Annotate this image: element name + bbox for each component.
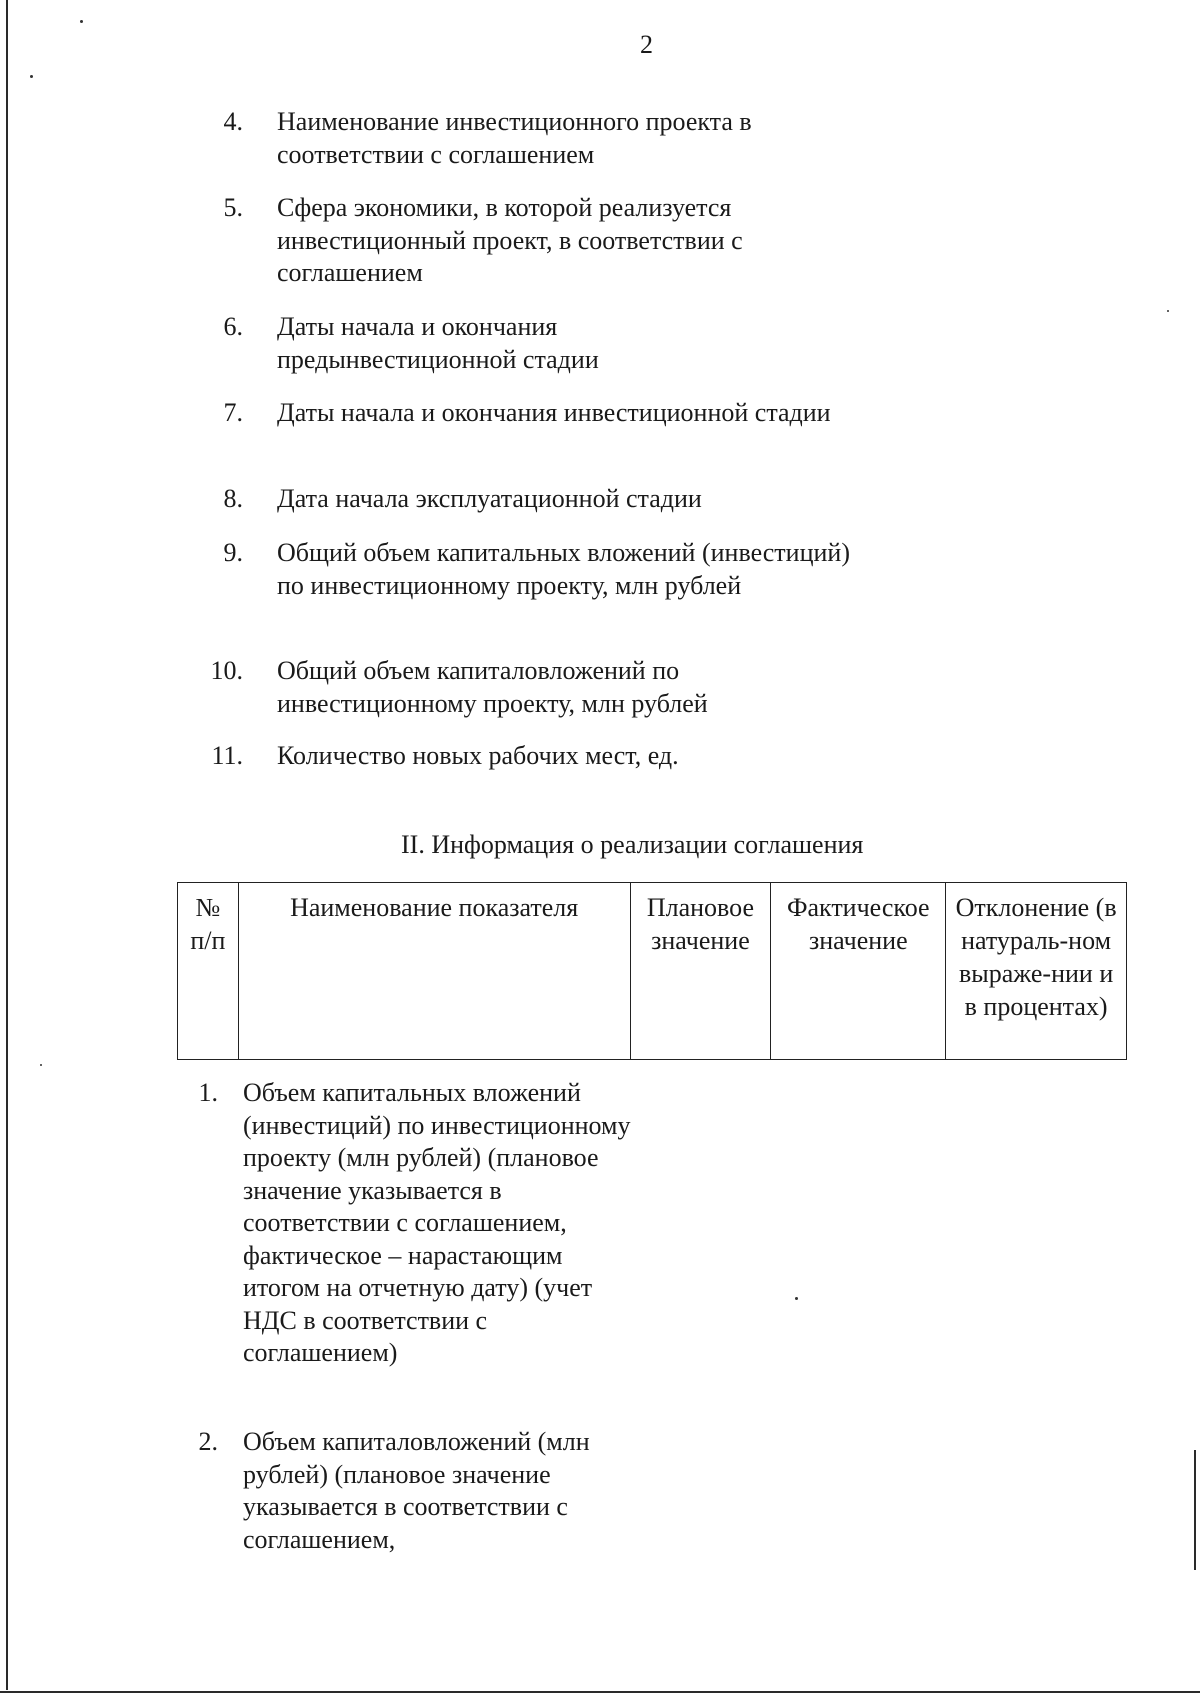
scan-speck (1167, 310, 1169, 312)
item-number: 4. (223, 107, 243, 136)
scan-bottom-edge (0, 1691, 1200, 1693)
item-text: Наименование инвестиционного проекта в соответствии с соглашением (277, 107, 752, 169)
column-header-deviation: Отклонение (в натураль-ном выраже-нии и в процентах) (946, 883, 1127, 1060)
item-number: 6. (223, 312, 243, 341)
scan-speck (80, 20, 83, 23)
item-text: Дата начала эксплуатационной стадии (277, 484, 702, 513)
item-number: 11. (211, 741, 243, 770)
item-number: 7. (223, 398, 243, 427)
item-number: 1. (198, 1078, 218, 1107)
column-header-indicator-name: Наименование показателя (238, 883, 630, 1060)
item-text: Количество новых рабочих мест, ед. (277, 741, 679, 770)
column-header-actual-value: Фактическое значение (771, 883, 946, 1060)
scan-speck (795, 1297, 798, 1300)
scan-right-mark (1194, 1450, 1196, 1570)
column-header-number: № п/п (178, 883, 239, 1060)
scan-speck (30, 75, 33, 78)
item-text: Общий объем капитальных вложений (инвестиций) по инвестиционному проекту, млн рублей (277, 538, 850, 600)
item-text: Даты начала и окончания инвестиционной стадии (277, 398, 831, 427)
item-number: 5. (223, 193, 243, 222)
item-number: 9. (223, 538, 243, 567)
item-text: Объем капитальных вложений (инвестиций) по инвестиционному проекту (млн рублей) (плановое значение указывается в соответствии с соглашением, фактическое – нарастающим итогом на отчетную дату) (учет НДС в соответствии с соглашением) (243, 1078, 631, 1367)
item-text: Даты начала и окончания предынвестиционной стадии (277, 312, 599, 374)
item-number: 10. (210, 656, 243, 685)
scan-left-edge (6, 0, 8, 1690)
item-text: Объем капиталовложений (млн рублей) (плановое значение указывается в соответствии с соглашением, (243, 1427, 590, 1554)
scan-speck (40, 1064, 42, 1066)
section-title: II. Информация о реализации соглашения (401, 830, 864, 859)
table-header-row (178, 883, 1127, 1060)
item-number: 2. (198, 1427, 218, 1456)
agreement-info-table (177, 882, 1127, 1060)
column-header-planned-value: Плановое значение (630, 883, 771, 1060)
item-number: 8. (223, 484, 243, 513)
item-text: Сфера экономики, в которой реализуется инвестиционный проект, в соответствии с соглашением (277, 193, 743, 287)
page-number: 2 (640, 30, 653, 59)
item-text: Общий объем капиталовложений по инвестиционному проекту, млн рублей (277, 656, 708, 718)
